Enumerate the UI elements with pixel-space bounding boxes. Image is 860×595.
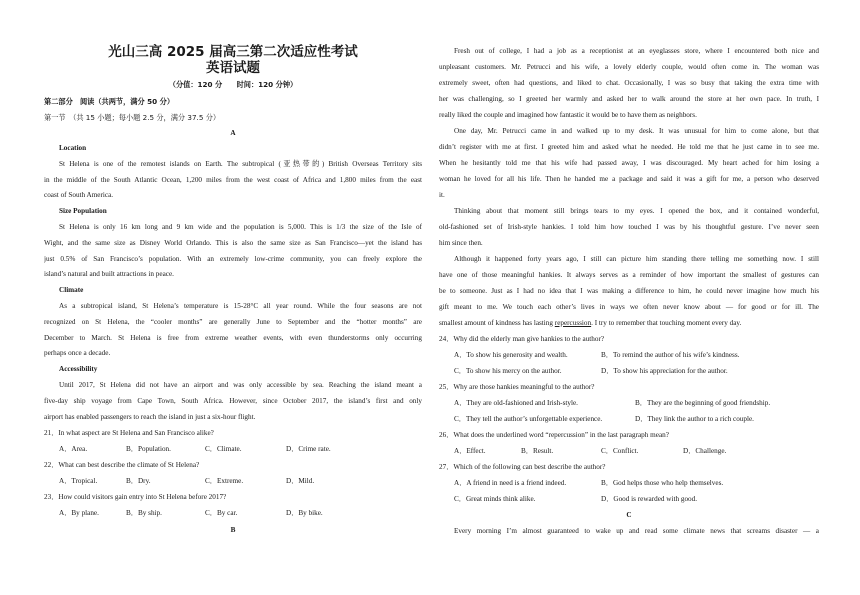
text-line: just 0.5% of San Francisco’s population. With an extremely low-crime community, you can freely explore the [44,255,422,263]
text-line: old-fashioned set of Irish-style hankies. I told him how touched I was by his thoughtful gesture. I’ve never seen [439,223,819,231]
section-first: 第一节 （共 15 小题；每小题 2.5 分，满分 37.5 分） [44,113,221,122]
option-22-b[interactable]: B．Dry. [126,477,151,485]
text-line: be to someone. Just as I had no idea that I was making a difference to him, he could never imagine how much his [439,287,819,295]
question-25: 25．Why are those hankies meaningful to the author? [439,383,595,391]
option-24-a[interactable]: A．To show his generosity and wealth. [454,351,568,359]
passage-c-letter: C [626,511,632,519]
heading-location: Location [59,144,87,152]
text-line: woman he loved for all his life. Then he handed me a package and said it was a gift for me, a person who deserved [439,175,819,183]
question-21: 21．In what aspect are St Helena and San Francisco alike? [44,429,214,437]
text-line: recognized on St Helena, the “cooler months” are generally June to September and the “hotter months” are [44,318,422,326]
text-fragment: smallest amount of kindness has lasting [439,319,555,327]
text-line: unpleasant customers. Mr. Petrucci and his wife, a lovely elderly couple, would often come in. The woman was [439,63,819,71]
heading-accessibility: Accessibility [59,365,98,373]
text-line: him since then. [439,239,483,247]
text-line: St Helena is one of the remotest islands on Earth. The subtropical (亚热带的) British Overseas Territory sits [59,160,422,168]
text-line: in the middle of the South Atlantic Ocean, 1,200 miles from the west coast of Africa and 1,800 miles from the east [44,176,422,184]
option-25-a[interactable]: A．They are old-fashioned and Irish-style. [454,399,578,407]
text-line: have one of those meaningful hankies. It always serves as a reminder of how important the smallest of gestures can [439,271,819,279]
text-line: Although it happened forty years ago, I still can picture him standing there telling me something now. I still [454,255,819,263]
text-line: didn’t register with me at first. I greeted him and asked what he needed. He told me that he just came in to see me. [439,143,819,151]
option-21-c[interactable]: C．Climate. [205,445,242,453]
text-line: five-day ship voyage from Cape Town, South Africa. However, since October 2017, the island’s first and only [44,397,422,405]
text-line-last [439,318,819,328]
exam-subject: 英语试题 [206,60,260,76]
text-line: When he hesitantly told me that his wife had passed away, I was discouraged. My heart ached for him losing a [439,159,819,167]
option-25-d[interactable]: D．They link the author to a rich couple. [635,415,754,423]
underlined-word: repercussion [554,319,592,327]
question-27: 27．Which of the following can best describe the author? [439,463,606,471]
text-line: Fresh out of college, I had a job as a receptionist at an eyeglasses store, where I encountered both nice and [454,47,819,55]
section-part: 第二部分 阅读（共两节，满分 50 分） [44,97,175,106]
question-22: 22．What can best describe the climate of St Helena? [44,461,200,469]
text-line: gift meant to me. We touch each other’s lives in ways we often never know about — for good or for ill. The [439,303,819,311]
option-24-c[interactable]: C．To show his mercy on the author. [454,367,562,375]
option-27-a[interactable]: A．A friend in need is a friend indeed. [454,479,567,487]
option-26-b[interactable]: B．Result. [521,447,554,455]
option-23-d[interactable]: D．By bike. [286,509,323,517]
text-line: Every morning I’m almost guaranteed to wake up and read some climate news that screams disaster — a [454,527,819,535]
option-25-c[interactable]: C．They tell the author’s unforgettable experience. [454,415,603,423]
text-line: island’s natural and built attractions in peace. [44,270,174,278]
text-line: coast of South America. [44,191,114,199]
text-line: really liked the couple and imagined how fantastic it would be to have them as neighbors. [439,111,697,119]
exam-title: 光山三高 2025 届高三第二次适应性考试 [108,44,358,60]
option-23-c[interactable]: C．By car. [205,509,238,517]
option-27-d[interactable]: D．Good is rewarded with good. [601,495,698,503]
text-line: One day, Mr. Petrucci came in and walked up to my desk. It was unusual for him to come alone, but that [454,127,819,135]
text-line: her was challenging, so I greeted her warmly and asked her to walk around the store at her own pace. In truth, I [439,95,819,103]
heading-size: Size Population [59,207,107,215]
option-25-b[interactable]: B．They are the beginning of good friendship. [635,399,771,407]
option-21-a[interactable]: A．Area. [59,445,88,453]
text-line: December to March. St Helena is free from extreme weather events, with even thunderstorms only occurring [44,334,422,342]
text-line: airport has enabled passengers to reach the island in just a six-hour flight. [44,413,256,421]
text-line: it. [439,191,445,199]
text-line: Thinking about that moment still brings tears to my eyes. I opened the box, and it contained wonderful, [454,207,819,215]
option-22-a[interactable]: A．Tropical. [59,477,98,485]
option-22-c[interactable]: C．Extreme. [205,477,244,485]
question-23: 23．How could visitors gain entry into St Helena before 2017? [44,493,227,501]
text-line: As a subtropical island, St Helena’s temperature is 15-28°C all year round. While the four seasons are not [59,302,422,310]
text-line: perhaps once a decade. [44,349,111,357]
passage-a-letter: A [230,129,236,137]
option-27-b[interactable]: B．God helps those who help themselves. [601,479,724,487]
option-27-c[interactable]: C．Great minds think alike. [454,495,536,503]
option-23-a[interactable]: A．By plane. [59,509,99,517]
option-23-b[interactable]: B．By ship. [126,509,162,517]
passage-b-letter: B [230,526,236,534]
question-24: 24．Why did the elderly man give hankies to the author? [439,335,605,343]
option-21-b[interactable]: B．Population. [126,445,171,453]
question-26: 26．What does the underlined word “repercussion” in the last paragraph mean? [439,431,669,439]
option-26-d[interactable]: D．Challenge. [683,447,727,455]
option-22-d[interactable]: D．Mild. [286,477,315,485]
text-line: Wight, and the same size as Disney World Orlando. This is also the same size as San Francisco—yet the island has [44,239,422,247]
option-24-b[interactable]: B．To remind the author of his wife’s kindness. [601,351,740,359]
heading-climate: Climate [59,286,84,294]
score-time: （分值：120 分 时间：120 分钟） [168,80,298,89]
option-24-d[interactable]: D．To show his appreciation for the author. [601,367,728,375]
text-line: extremely sweet, often had questions, and liked to chat. Occasionally, I was so busy that taking the extra time with [439,79,819,87]
option-26-a[interactable]: A．Effect. [454,447,486,455]
option-26-c[interactable]: C．Conflict. [601,447,639,455]
option-21-d[interactable]: D．Crime rate. [286,445,331,453]
text-fragment: . I try to remember that touching moment every day. [591,319,742,327]
text-line: St Helena is only 16 km long and 9 km wide and the population is 5,000. This is 1/3 the size of the Isle of [59,223,422,231]
text-line: Until 2017, St Helena did not have an airport and was only accessible by sea. Reaching the island meant a [59,381,422,389]
